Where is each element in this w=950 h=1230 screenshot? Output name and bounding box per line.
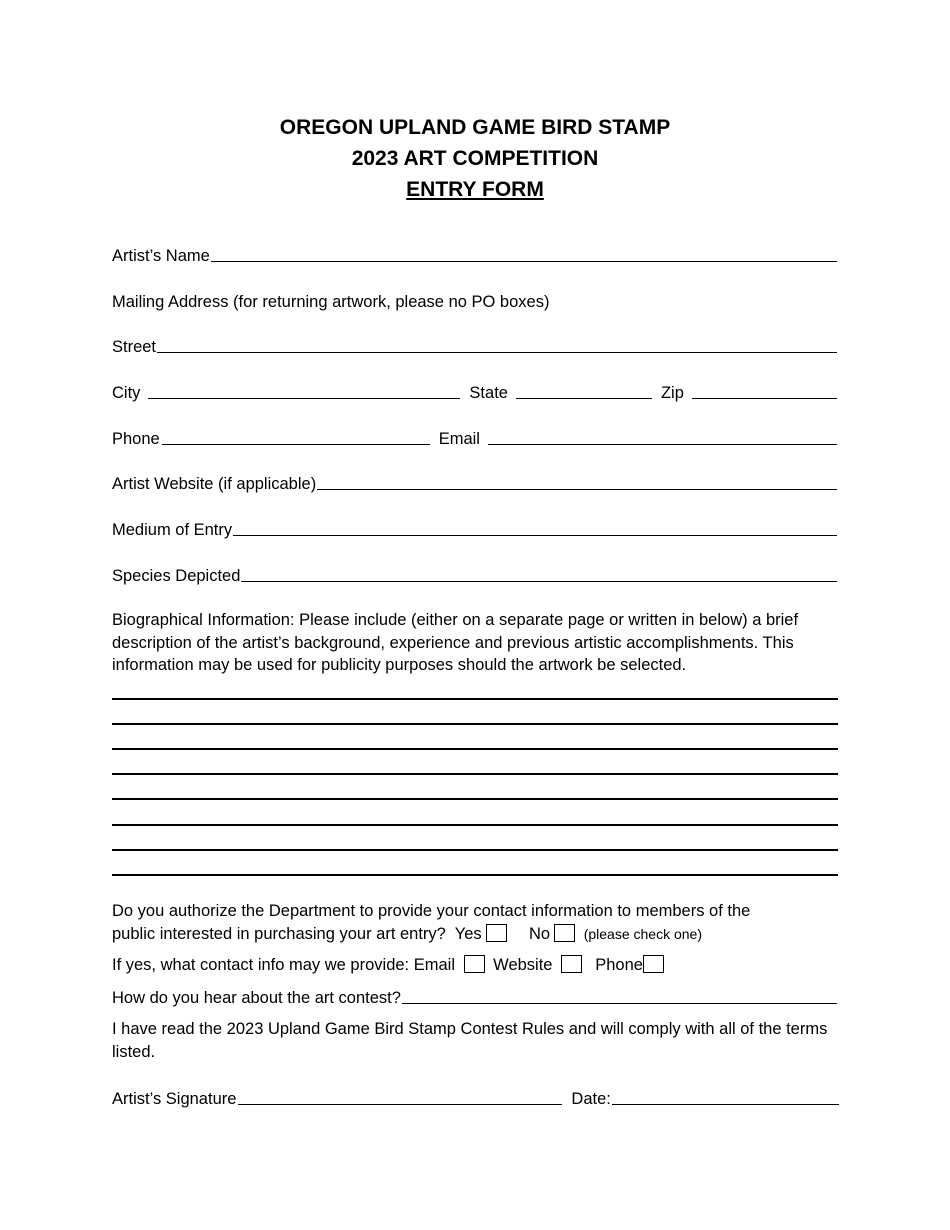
street-row — [112, 335, 837, 357]
email-checkbox[interactable] — [464, 955, 485, 973]
phone-field[interactable] — [162, 444, 430, 445]
authorize-question — [112, 900, 842, 945]
agreement-text: I have read the 2023 Upland Game Bird Stamp Contest Rules and will comply with all of the terms listed. — [112, 1020, 828, 1061]
artist-name-row — [112, 244, 837, 266]
city-label: City — [112, 384, 141, 402]
bio-line[interactable] — [112, 849, 838, 851]
bio-line[interactable] — [112, 773, 838, 775]
state-label: State — [469, 384, 508, 402]
species-row — [112, 564, 837, 586]
form-title-line2: 2023 ART COMPETITION — [351, 147, 599, 170]
contact-info-email-label: If yes, what contact info may we provide: Email — [112, 956, 455, 974]
species-field[interactable] — [241, 581, 837, 582]
bio-line[interactable] — [112, 748, 838, 750]
email-label: Email — [438, 430, 480, 448]
bio-line[interactable] — [112, 798, 838, 800]
contact-info-website-label: Website — [493, 956, 553, 974]
zip-field[interactable] — [692, 398, 837, 399]
website-checkbox[interactable] — [561, 955, 582, 973]
form-title-entry: ENTRY FORM — [406, 178, 544, 201]
contact-info-phone-label: Phone — [595, 956, 643, 974]
mailing-address-row — [112, 290, 837, 312]
phone-email-row — [112, 427, 837, 449]
date-field[interactable] — [612, 1104, 839, 1105]
website-field[interactable] — [317, 489, 837, 490]
bio-line[interactable] — [112, 698, 838, 700]
phone-checkbox[interactable] — [643, 955, 664, 973]
street-label: Street — [112, 338, 157, 356]
bio-line[interactable] — [112, 723, 838, 725]
no-label: No — [529, 924, 551, 943]
street-field[interactable] — [157, 352, 837, 353]
bio-line[interactable] — [112, 874, 838, 876]
website-label: Artist Website (if applicable) — [112, 475, 317, 493]
check-one-hint: (please check one) — [583, 925, 702, 942]
medium-field[interactable] — [233, 535, 837, 536]
city-field[interactable] — [148, 398, 460, 399]
medium-row — [112, 518, 837, 540]
form-title-line1: OREGON UPLAND GAME BIRD STAMP — [279, 116, 671, 139]
email-field[interactable] — [488, 444, 837, 445]
no-checkbox[interactable] — [554, 924, 575, 942]
authorize-question-text: public interested in purchasing your art entry? — [112, 924, 446, 943]
phone-label: Phone — [112, 430, 160, 448]
yes-checkbox[interactable] — [486, 924, 507, 942]
bio-instructions: Biographical Information: Please include (either on a separate page or written in below) a brief description of the artist’s background, experience and previous artistic accomplishments. This information may be used for publicity purposes should the artwork be selected. — [112, 611, 799, 674]
species-label: Species Depicted — [112, 567, 241, 585]
zip-label: Zip — [660, 384, 684, 402]
state-field[interactable] — [516, 398, 652, 399]
signature-label: Artist’s Signature — [112, 1090, 237, 1108]
artist-name-label: Artist’s Name — [112, 247, 210, 265]
yes-label: Yes — [454, 924, 482, 943]
medium-label: Medium of Entry — [112, 521, 233, 539]
authorize-question-line2 — [112, 923, 842, 946]
form-title-line3 — [0, 174, 950, 205]
signature-field[interactable] — [238, 1104, 562, 1105]
hear-label: How do you hear about the art contest? — [112, 989, 401, 1007]
bio-line[interactable] — [112, 824, 838, 826]
website-row — [112, 472, 837, 494]
mailing-address-label: Mailing Address (for returning artwork, please no PO boxes) — [112, 293, 550, 311]
date-label: Date: — [571, 1090, 611, 1108]
artist-name-field[interactable] — [211, 261, 837, 262]
contact-info-row — [112, 954, 842, 977]
hear-field[interactable] — [402, 1003, 837, 1004]
city-state-zip-row — [112, 381, 837, 403]
signature-row — [112, 1087, 839, 1109]
hear-row — [112, 986, 837, 1008]
authorize-question-line1: Do you authorize the Department to provide your contact information to members of the — [112, 902, 751, 920]
